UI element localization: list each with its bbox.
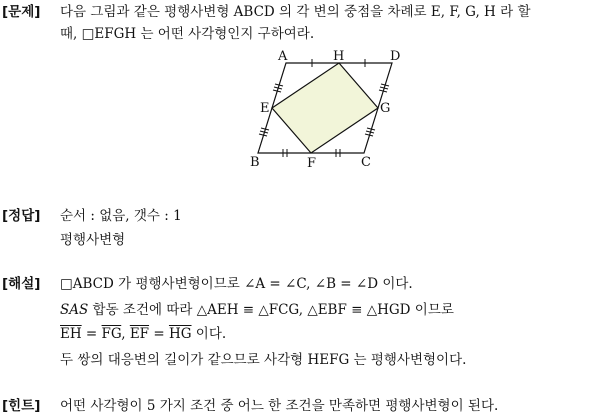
label-D: D	[390, 49, 401, 64]
equals-sign: =	[149, 326, 169, 342]
explanation-line-4: 두 쌍의 대응변의 길이가 같으므로 사각형 HEFG 는 평행사변형이다.	[60, 352, 467, 368]
sas-text: SAS	[60, 302, 89, 318]
label-A: A	[278, 49, 288, 64]
explanation-line-3	[60, 326, 226, 343]
label-G: G	[380, 101, 391, 116]
explanation-label: [해설]	[2, 276, 41, 292]
quad-efgh	[272, 63, 378, 153]
segment-fg: $\overline{FG}$	[101, 326, 122, 342]
equals-sign: =	[81, 326, 102, 342]
hint-text: 어떤 사각형이 5 가지 조건 중 어느 한 조건을 만족하면 평행사변형이 된다.	[60, 398, 499, 414]
explanation-line-2	[60, 302, 454, 319]
explanation-line-3-end: 이다.	[191, 326, 227, 342]
explanation-line-2-rest: 합동 조건에 따라 △AEH ≡ △FCG, △EBF ≡ △HGD 이므로	[88, 302, 454, 318]
segment-eh: $\overline{EH}$	[60, 326, 82, 342]
problem-line-2: 때, □EFGH 는 어떤 사각형인지 구하여라.	[60, 26, 315, 42]
label-H: H	[333, 49, 345, 64]
segment-ef: $\overline{EF}$	[129, 326, 150, 342]
label-E: E	[260, 101, 270, 116]
answer-label: [정답]	[2, 208, 41, 224]
segment-hg: $\overline{HG}$	[168, 326, 192, 342]
hint-label: [힌트]	[2, 398, 41, 414]
parallelogram-figure	[245, 46, 410, 170]
label-F: F	[307, 156, 317, 170]
problem-label: [문제]	[2, 4, 41, 20]
answer-line-1: 순서 : 없음, 갯수 : 1	[60, 208, 182, 224]
label-C: C	[361, 155, 371, 170]
comma: ,	[121, 326, 130, 342]
label-B: B	[250, 155, 260, 170]
explanation-line-1: □ABCD 가 평행사변형이므로 ∠A = ∠C, ∠B = ∠D 이다.	[60, 276, 413, 292]
problem-line-1: 다음 그림과 같은 평행사변형 ABCD 의 각 변의 중점을 차례로 E, F, G, H 라 할	[60, 4, 531, 20]
answer-line-2: 평행사변형	[60, 232, 126, 248]
